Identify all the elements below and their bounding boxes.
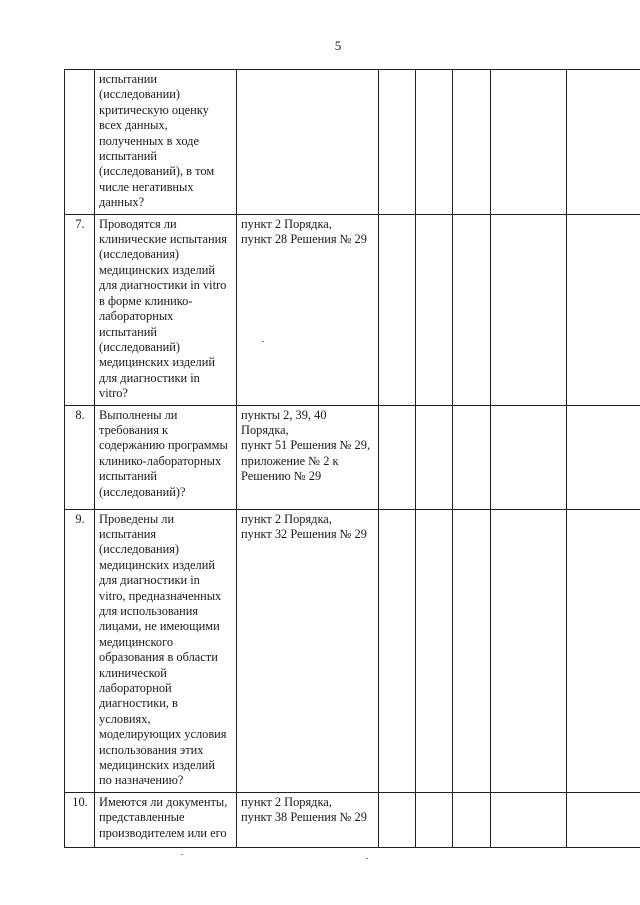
answer-yes-cell bbox=[379, 214, 416, 405]
question-line: лабораторной bbox=[99, 681, 172, 695]
scan-speck bbox=[262, 341, 264, 342]
note-cell bbox=[567, 214, 640, 405]
question-line: клинические испытания bbox=[99, 232, 227, 247]
table-row bbox=[65, 405, 640, 509]
answer-no-cell bbox=[416, 405, 453, 509]
question-line: критическую оценку bbox=[99, 102, 209, 117]
question-line: для использования bbox=[99, 603, 199, 618]
row-number: 8. bbox=[65, 405, 95, 509]
question-line: лицами, не имеющими bbox=[99, 619, 220, 634]
question-line: полученных в ходе bbox=[99, 133, 199, 148]
question-line: для диагностики in vitro bbox=[99, 278, 227, 293]
mark-cell bbox=[491, 509, 567, 792]
row-number bbox=[65, 70, 95, 215]
scan-speck bbox=[181, 854, 183, 855]
table-row bbox=[65, 509, 640, 792]
reference-line: пункт 2 Порядка, bbox=[241, 511, 332, 526]
answer-na-cell bbox=[453, 405, 491, 509]
table-row bbox=[65, 214, 640, 405]
question-cell bbox=[95, 70, 237, 215]
reference-line: Порядка, bbox=[241, 422, 289, 437]
question-line: испытаний bbox=[99, 149, 158, 164]
answer-yes-cell bbox=[379, 509, 416, 792]
question-line: медицинских изделий bbox=[99, 355, 215, 370]
answer-no-cell bbox=[416, 509, 453, 792]
question-line: условиях, bbox=[99, 711, 151, 726]
question-line: испытаний bbox=[99, 324, 158, 339]
reference-line: приложение № 2 к bbox=[241, 453, 339, 468]
note-cell bbox=[567, 509, 640, 792]
question-line: медицинских изделий bbox=[99, 557, 215, 572]
question-line: испытании bbox=[99, 72, 158, 86]
checklist-body bbox=[65, 70, 640, 848]
checklist-table bbox=[64, 69, 640, 848]
question-line: медицинских изделий bbox=[99, 758, 215, 773]
reference-cell bbox=[237, 509, 379, 792]
question-line: клинической bbox=[99, 665, 167, 680]
answer-na-cell bbox=[453, 214, 491, 405]
answer-no-cell bbox=[416, 792, 453, 847]
page-number: 5 bbox=[334, 38, 342, 53]
question-line: (исследовании) bbox=[99, 87, 180, 102]
reference-cell bbox=[237, 792, 379, 847]
answer-yes-cell bbox=[379, 70, 416, 215]
reference-cell bbox=[237, 70, 379, 215]
reference-line: пункт 2 Порядка, bbox=[241, 794, 332, 809]
question-line: испытания bbox=[99, 526, 157, 541]
question-line: содержанию программы bbox=[99, 438, 228, 453]
question-cell bbox=[95, 405, 237, 509]
reference-cell bbox=[237, 214, 379, 405]
answer-no-cell bbox=[416, 70, 453, 215]
mark-cell bbox=[491, 792, 567, 847]
question-line: Имеются ли документы, bbox=[99, 794, 228, 809]
question-line: образования в области bbox=[99, 650, 218, 665]
question-line: представленные bbox=[99, 810, 185, 825]
question-line: медицинского bbox=[99, 634, 174, 649]
answer-no-cell bbox=[416, 214, 453, 405]
question-line: по назначению? bbox=[99, 773, 184, 788]
question-line: (исследований) bbox=[99, 339, 180, 354]
question-line: медицинских изделий bbox=[99, 262, 215, 277]
question-line: (исследования) bbox=[99, 247, 180, 262]
question-line: числе негативных bbox=[99, 179, 194, 194]
question-line: лабораторных bbox=[99, 309, 174, 324]
question-cell bbox=[95, 214, 237, 405]
scan-speck bbox=[366, 858, 368, 859]
question-line: производителем или его bbox=[99, 825, 227, 840]
note-cell bbox=[567, 405, 640, 509]
reference-line: пункты 2, 39, 40 bbox=[241, 407, 327, 422]
reference-cell bbox=[237, 405, 379, 509]
table-row bbox=[65, 792, 640, 847]
reference-line: Решению № 29 bbox=[241, 469, 322, 484]
answer-yes-cell bbox=[379, 405, 416, 509]
question-cell bbox=[95, 509, 237, 792]
question-line: в форме клинико- bbox=[99, 293, 193, 308]
question-line: (исследований)? bbox=[99, 484, 186, 499]
mark-cell bbox=[491, 214, 567, 405]
row-number: 10. bbox=[65, 792, 95, 847]
row-number: 7. bbox=[65, 214, 95, 405]
question-line: vitro? bbox=[99, 386, 128, 401]
answer-na-cell bbox=[453, 509, 491, 792]
question-line: всех данных, bbox=[99, 118, 168, 133]
answer-na-cell bbox=[453, 792, 491, 847]
mark-cell bbox=[491, 70, 567, 215]
reference-line: пункт 32 Решения № 29 bbox=[241, 526, 367, 541]
question-line: Проводятся ли bbox=[99, 216, 177, 231]
question-line: моделирующих условия bbox=[99, 727, 227, 742]
answer-yes-cell bbox=[379, 792, 416, 847]
row-number: 9. bbox=[65, 509, 95, 792]
question-line: диагностики, в bbox=[99, 696, 178, 711]
question-line: Выполнены ли bbox=[99, 407, 178, 422]
question-line: (исследований), в том bbox=[99, 164, 215, 179]
question-line: испытаний bbox=[99, 469, 158, 484]
reference-line: пункт 51 Решения № 29, bbox=[241, 438, 371, 453]
note-cell bbox=[567, 792, 640, 847]
reference-line: пункт 38 Решения № 29 bbox=[241, 810, 367, 825]
question-line: для диагностики in bbox=[99, 573, 200, 588]
table-row bbox=[65, 70, 640, 215]
mark-cell bbox=[491, 405, 567, 509]
question-line: требования к bbox=[99, 422, 169, 437]
question-cell bbox=[95, 792, 237, 847]
reference-line: пункт 2 Порядка, bbox=[241, 216, 332, 231]
note-cell bbox=[567, 70, 640, 215]
question-line: данных? bbox=[99, 195, 145, 210]
question-line: клинико-лабораторных bbox=[99, 453, 222, 468]
question-line: Проведены ли bbox=[99, 511, 175, 526]
question-line: vitro, предназначенных bbox=[99, 588, 222, 603]
reference-line: пункт 28 Решения № 29 bbox=[241, 232, 367, 247]
question-line: использования этих bbox=[99, 742, 204, 757]
question-line: (исследования) bbox=[99, 542, 180, 557]
question-line: для диагностики in bbox=[99, 370, 200, 385]
answer-na-cell bbox=[453, 70, 491, 215]
